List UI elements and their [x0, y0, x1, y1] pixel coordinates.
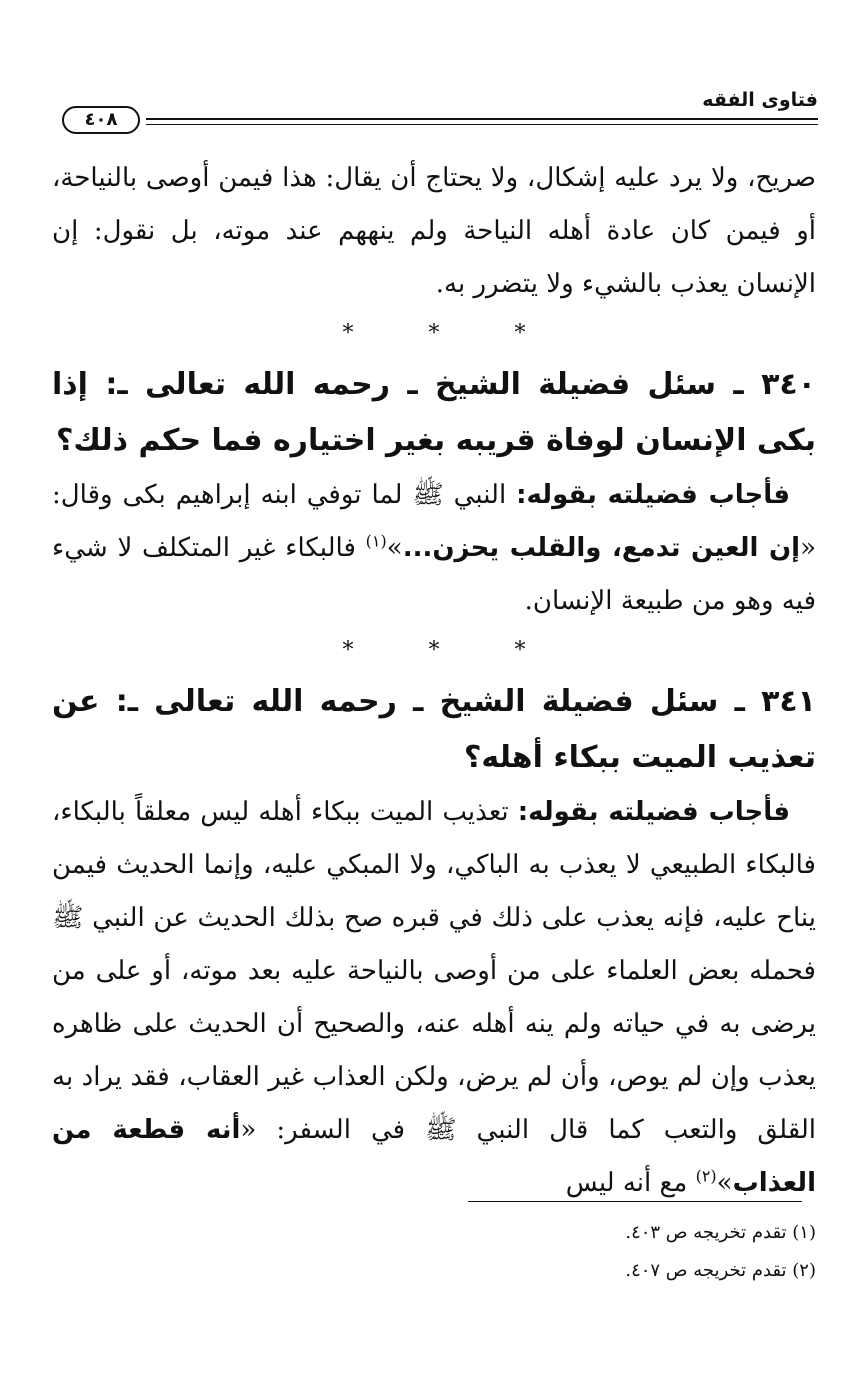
answer-340	[52, 469, 816, 628]
section-separator: * * *	[342, 638, 560, 663]
answer-text: تعذيب الميت ببكاء أهله ليس معلقاً بالبكاء، فالبكاء الطبيعي لا يعذب به الباكي، ولا المبكي عليه، وإنما الحديث فيمن يناح عليه، فإنه يعذب على ذلك في قبره صح بذلك الحديث عن النبي ﷺ فحمله بعض العلماء على من أوصى بالنياحة عليه بعد موته، أو على من يرضى به في حياته ولم ينه أهله عنه، والصحيح أن الحديث على ظاهره يعذب وإن لم يوص، وأن لم يرض، ولكن العذاب غير العقاب، فقد يراد به القلق والتعب كما قال النبي ﷺ في السفر: «	[52, 797, 816, 1145]
footnote-ref-2: (٢)	[695, 1166, 717, 1186]
answer-341	[52, 786, 816, 1210]
footnote-2: (٢) تقدم تخريجه ص ٤٠٧.	[625, 1260, 816, 1281]
hadith-quote: أنه قطعة من العذاب	[52, 1115, 816, 1198]
quote-close: »	[386, 533, 403, 563]
continued-paragraph: صريح، ولا يرد عليه إشكال، ولا يحتاج أن يقال: هذا فيمن أوصى بالنياحة، أو فيمن كان عادة أهله النياحة ولم ينههم عند موته، بل نقول: إن الإنسان يعذب بالشيء ولا يتضرر به.	[52, 163, 816, 299]
answer-text: فالبكاء غير المتكلف لا شيء فيه وهو من طبيعة الإنسان.	[52, 533, 816, 616]
question-340: ٣٤٠ ـ سئل فضيلة الشيخ ـ رحمه الله تعالى ـ: إذا بكى الإنسان لوفاة قريبه بغير اختياره فما حكم ذلك؟	[52, 367, 816, 458]
hadith-quote: إن العين تدمع، والقلب يحزن...	[402, 533, 801, 563]
quote-close: »	[716, 1168, 733, 1198]
answer-text: مع أنه ليس	[565, 1168, 696, 1198]
section-separator: * * *	[342, 321, 560, 346]
footnote-1: (١) تقدم تخريجه ص ٤٠٣.	[625, 1222, 816, 1243]
footnotes	[52, 1214, 816, 1290]
book-title: فتاوى الفقه	[702, 89, 818, 111]
answer-lead: فأجاب فضيلته بقوله:	[517, 797, 790, 827]
footnote-ref-1: (١)	[365, 531, 387, 551]
answer-text: النبي ﷺ لما توفي ابنه إبراهيم بكى وقال: «	[52, 480, 816, 563]
footnote-separator	[468, 1201, 802, 1202]
page-body	[52, 152, 816, 1210]
question-341: ٣٤١ ـ سئل فضيلة الشيخ ـ رحمه الله تعالى ـ: عن تعذيب الميت ببكاء أهله؟	[52, 684, 816, 775]
page-number: ٤٠٨	[62, 106, 140, 134]
running-header	[62, 88, 818, 138]
header-rule	[146, 118, 818, 125]
answer-lead: فأجاب فضيلته بقوله:	[516, 480, 790, 510]
